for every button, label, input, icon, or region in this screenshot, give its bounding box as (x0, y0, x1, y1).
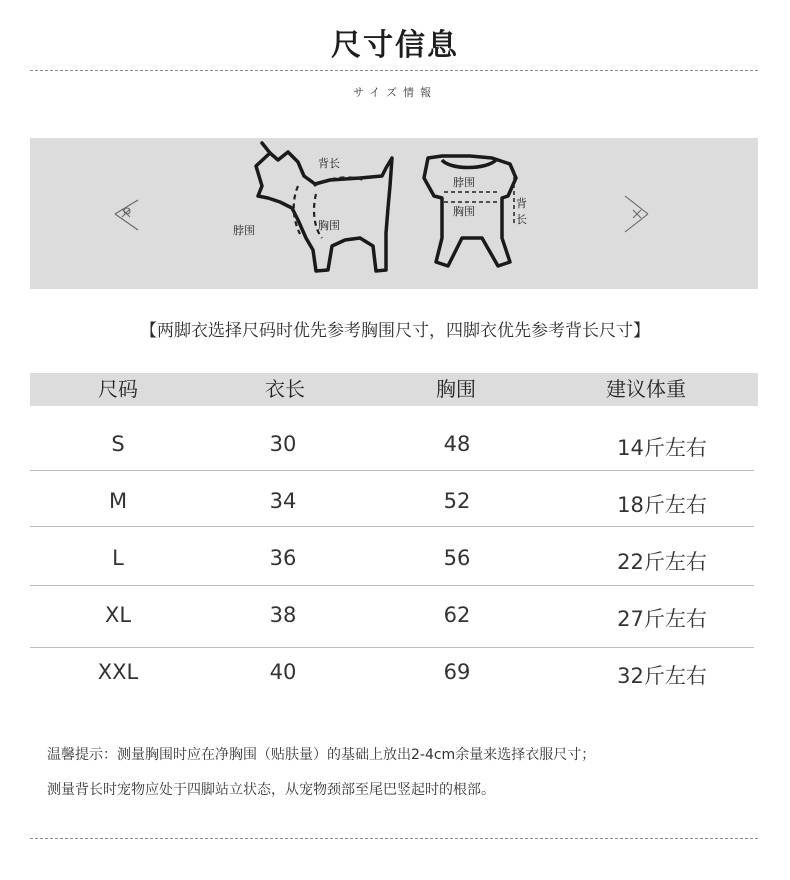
cell-weight: 27斤左右 (617, 607, 707, 631)
dog-label-back: 背长 (318, 157, 340, 170)
suit-label-back-2: 长 (516, 213, 527, 226)
dog-label-chest: 胸围 (318, 219, 340, 232)
cell-weight: 32斤左右 (617, 664, 707, 688)
row-divider (30, 526, 754, 527)
suit-label-neck: 脖围 (453, 176, 475, 189)
suit-label-chest: 胸围 (453, 205, 475, 218)
tip-line: 温馨提示：测量胸围时应在净胸围（贴肤量）的基础上放出2-4cm余量来选择衣服尺寸； (47, 747, 596, 763)
table-row (30, 660, 754, 690)
cell-weight: 14斤左右 (617, 436, 707, 460)
cell-chest: 69 (443, 660, 471, 684)
cell-weight: 18斤左右 (617, 493, 707, 517)
cell-size: XXL (97, 660, 139, 684)
cell-size: M (108, 489, 128, 513)
cell-size: L (112, 546, 124, 570)
row-divider (30, 647, 754, 648)
measurement-diagram (30, 138, 758, 289)
cell-length: 34 (269, 489, 297, 513)
page-subtitle: サイズ情報 (352, 86, 438, 99)
header-length: 衣长 (265, 377, 305, 401)
table-row (30, 603, 754, 648)
cell-chest: 48 (443, 432, 471, 456)
cell-chest: 56 (443, 546, 471, 570)
cell-size: S (111, 432, 125, 456)
diagram-svg (30, 138, 758, 289)
cell-weight: 22斤左右 (617, 550, 707, 574)
tip-line: 测量背长时宠物应处于四脚站立状态，从宠物颈部至尾巴竖起时的根部。 (47, 782, 495, 798)
row-divider (30, 470, 754, 471)
row-divider (30, 585, 754, 586)
top-divider (30, 70, 758, 71)
table-row (30, 546, 754, 586)
header-size: 尺码 (98, 377, 138, 401)
page-title: 尺寸信息 (331, 28, 459, 63)
cell-length: 36 (269, 546, 297, 570)
cell-length: 40 (269, 660, 297, 684)
table-row (30, 432, 754, 471)
table-row (30, 489, 754, 527)
scissors-icon (115, 200, 138, 230)
cell-chest: 52 (443, 489, 471, 513)
header-weight: 建议体重 (606, 377, 686, 401)
size-table-header (30, 373, 758, 406)
dog-label-neck: 脖围 (233, 224, 255, 237)
cell-size: XL (104, 603, 132, 627)
cell-length: 30 (269, 432, 297, 456)
bottom-divider (30, 838, 758, 839)
cell-chest: 62 (443, 603, 471, 627)
size-selection-note: 【两脚衣选择尺码时优先参考胸围尺寸，四脚衣优先参考背长尺寸】 (140, 321, 650, 341)
cell-length: 38 (269, 603, 297, 627)
suit-label-back-1: 背 (516, 197, 527, 210)
header-chest: 胸围 (436, 377, 476, 401)
scissors-icon (625, 196, 648, 232)
